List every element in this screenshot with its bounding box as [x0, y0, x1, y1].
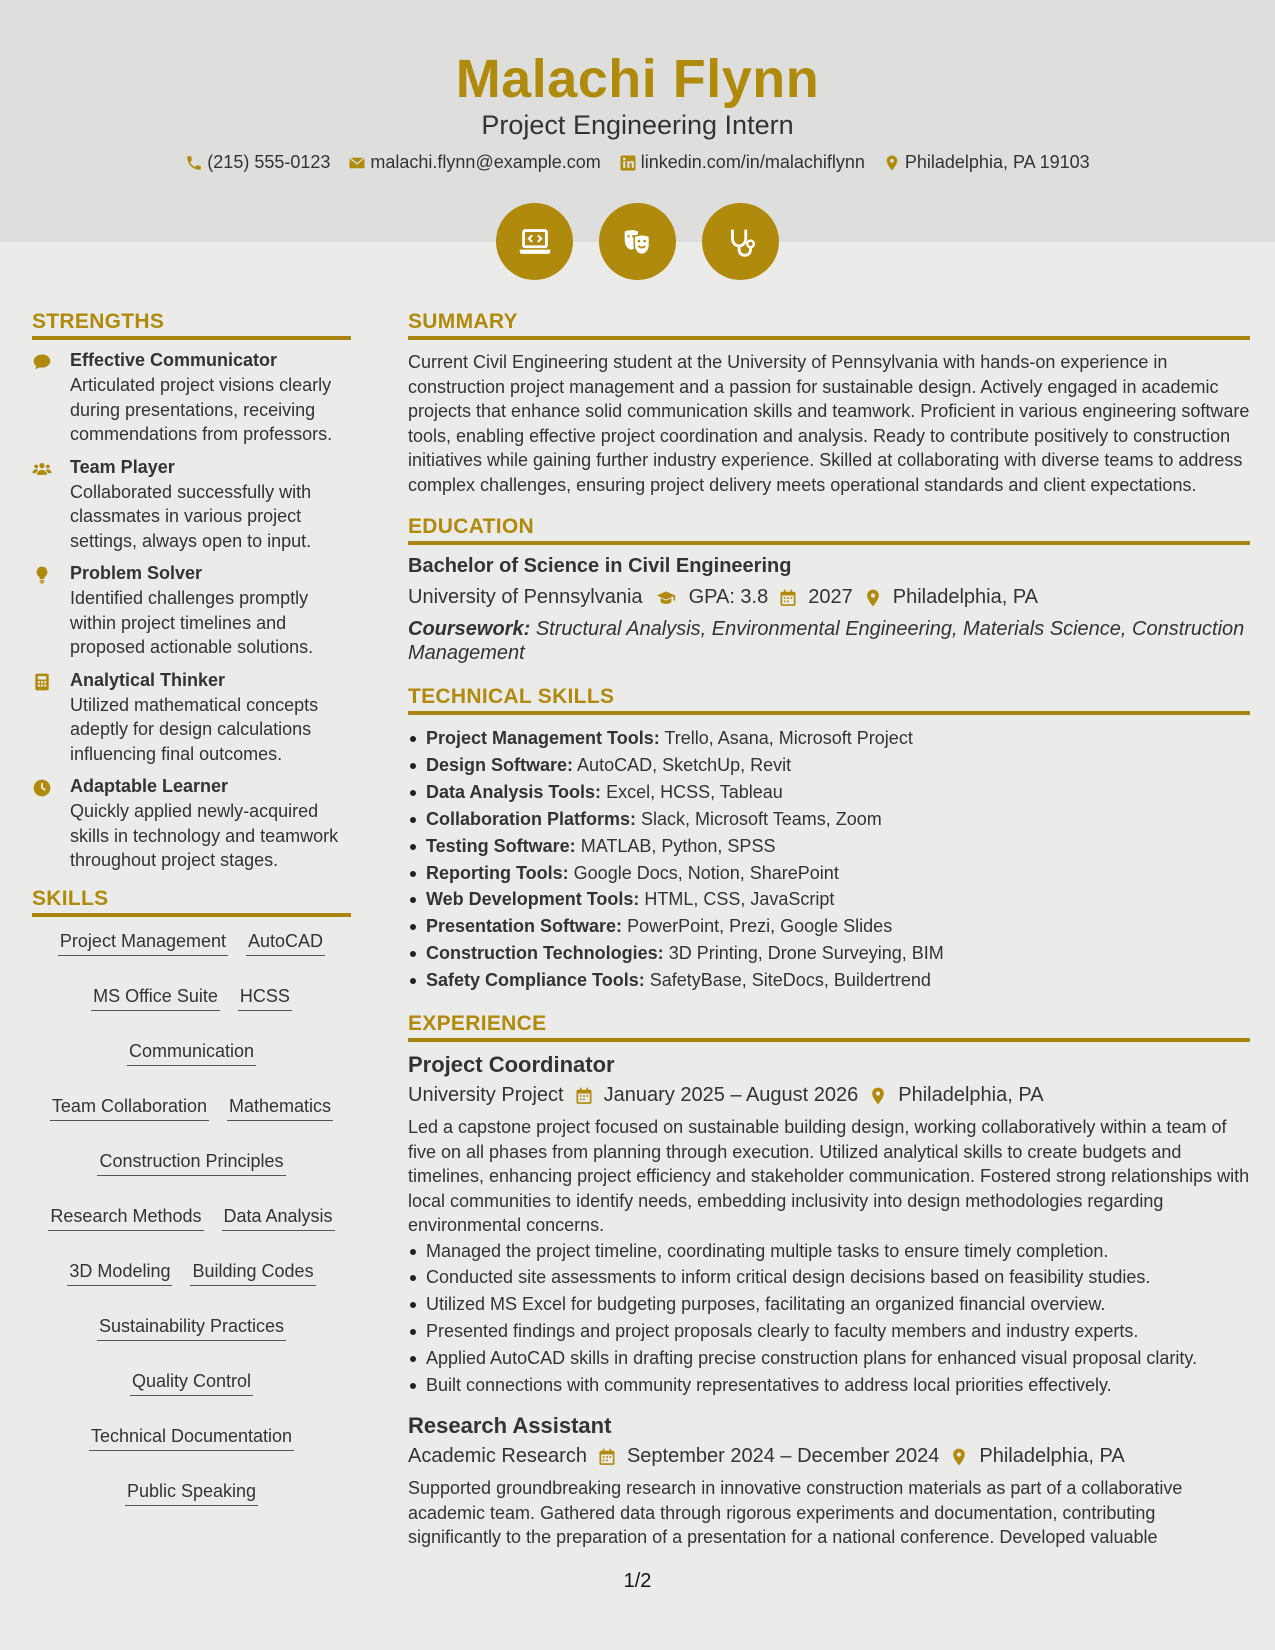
skills-tags: [32, 931, 351, 1506]
calculator-icon: [32, 672, 52, 692]
strength-title: Adaptable Learner: [70, 776, 229, 796]
calendar-icon: [597, 1447, 617, 1467]
job-bullets: [408, 1238, 1250, 1399]
strength-item: [32, 457, 351, 554]
job-org: Academic Research: [408, 1445, 587, 1467]
skill-tag: Public Speaking: [125, 1481, 258, 1506]
job-description: Led a capstone project focused on sustainable building design, working collaboratively within a team of five on all phases from planning through execution. Utilized analytical skills to create budgets and timelines, enhancing project efficiency and stakeholder communication. Fostered strong relationships with local communities to identify needs, embedding inclusivity into design methodologies regarding environmental concerns.: [408, 1117, 1250, 1236]
location-text: Philadelphia, PA 19103: [904, 152, 1090, 172]
job-location: Philadelphia, PA: [898, 1084, 1044, 1107]
summary-text: Current Civil Engineering student at the University of Pennsylvania with hands-on experience in construction project management and a passion for sustainable design. Actively engaged in academic projects that enhance solid communication skills and teamwork. Proficient in various engineering software tools, enabling effective project coordination and analysis. Ready to contribute positively to construction initiatives while gaining further industry experience. Skilled at collaborating with diverse teams to address complex challenges, ensuring project delivery meets operational standards and client expectations.: [408, 352, 1250, 495]
map-pin-icon: [863, 588, 883, 608]
strength-desc: Utilized mathematical concepts adeptly for design calculations influencing final outcomes.: [70, 694, 319, 764]
map-pin-icon: [949, 1447, 969, 1467]
candidate-title: Project Engineering Intern: [481, 110, 794, 140]
map-pin-icon: [883, 154, 901, 172]
contact-linkedin[interactable]: [619, 152, 865, 173]
skill-tag: Communication: [127, 1041, 256, 1066]
strength-desc: Quickly applied newly-acquired skills in technology and teamwork throughout project stages.: [70, 801, 339, 870]
graduation-cap-icon: [653, 588, 679, 608]
list-item: Presentation Software: PowerPoint, Prezi, Google Slides: [408, 913, 1250, 940]
skill-tag: Technical Documentation: [89, 1426, 294, 1451]
school-name: University of Pennsylvania: [408, 586, 643, 608]
skill-tag: Data Analysis: [222, 1206, 335, 1231]
coursework: [408, 617, 1250, 665]
phone-icon: [185, 154, 203, 172]
strength-desc: Articulated project visions clearly during presentations, receiving commendations from professors.: [70, 375, 333, 444]
list-item: Safety Compliance Tools: SafetyBase, SiteDocs, Buildertrend: [408, 967, 1250, 994]
list-item: Web Development Tools: HTML, CSS, JavaScript: [408, 886, 1250, 913]
interest-icons: [0, 203, 1275, 280]
list-item: Presented findings and project proposals clearly to faculty members and industry experts.: [408, 1318, 1250, 1345]
theater-masks-icon: [619, 223, 657, 261]
skill-tag: Team Collaboration: [50, 1096, 209, 1121]
job-location: Philadelphia, PA: [979, 1445, 1125, 1467]
calendar-icon: [778, 588, 798, 608]
skill-tag: HCSS: [238, 986, 292, 1011]
job-org: University Project: [408, 1084, 564, 1107]
speech-bubble-icon: [32, 352, 52, 372]
technical-skills-heading: TECHNICAL SKILLS: [408, 685, 1250, 715]
list-item: Reporting Tools: Google Docs, Notion, SharePoint: [408, 860, 1250, 887]
degree-title: Bachelor of Science in Civil Engineering: [408, 555, 792, 577]
graduation-year: 2027: [808, 586, 853, 608]
strength-title: Analytical Thinker: [70, 669, 226, 690]
job-entry: [408, 1413, 1250, 1550]
job-dates: September 2024 – December 2024: [626, 1445, 940, 1467]
list-item: Managed the project timeline, coordinating multiple tasks to ensure timely completion.: [408, 1238, 1250, 1265]
interest-circle-theater: [599, 203, 676, 280]
strength-desc: Identified challenges promptly within project timelines and proposed actionable solutions.: [70, 588, 314, 657]
laptop-code-icon: [516, 223, 554, 261]
education-heading: EDUCATION: [408, 515, 1250, 545]
envelope-icon: [348, 154, 366, 172]
skill-tag: Mathematics: [227, 1096, 333, 1121]
education-meta: [408, 586, 1250, 609]
list-item: Built connections with community representatives to address local priorities effectively.: [408, 1372, 1250, 1399]
list-item: Collaboration Platforms: Slack, Microsoft Teams, Zoom: [408, 806, 1250, 833]
list-item: Construction Technologies: 3D Printing, Drone Surveying, BIM: [408, 940, 1250, 967]
gpa-text: GPA: 3.8: [688, 586, 769, 608]
job-meta: [408, 1445, 1250, 1468]
contact-email[interactable]: [348, 152, 600, 173]
users-icon: [32, 459, 52, 479]
linkedin-icon: [619, 154, 637, 172]
email-text: malachi.flynn@example.com: [370, 152, 601, 172]
list-item: Testing Software: MATLAB, Python, SPSS: [408, 833, 1250, 860]
list-item: Project Management Tools: Trello, Asana, Microsoft Project: [408, 725, 1250, 752]
job-entry: [408, 1052, 1250, 1399]
skill-tag: 3D Modeling: [67, 1261, 172, 1286]
strength-desc: Collaborated successfully with classmates in various project settings, always open to input.: [70, 481, 312, 551]
coursework-label: Coursework:: [408, 618, 531, 640]
skill-tag: Quality Control: [130, 1371, 253, 1396]
job-dates: January 2025 – August 2026: [603, 1084, 859, 1107]
stethoscope-icon: [722, 223, 760, 261]
job-description: Supported groundbreaking research in innovative construction materials as part of a collaborative academic team. Gathered data through rigorous experiments and documentation, contributing significantly to the preparation of a presentation for a national conference. Developed valuable: [408, 1478, 1183, 1547]
strength-item: [32, 350, 351, 447]
interest-circle-tech: [496, 203, 573, 280]
contact-bar: [0, 152, 1275, 173]
coursework-list: Structural Analysis, Environmental Engineering, Materials Science, Construction Management: [408, 618, 1245, 664]
skill-tag: Research Methods: [48, 1206, 203, 1231]
strength-item: [32, 563, 351, 660]
job-title: Research Assistant: [408, 1413, 612, 1438]
page-number: 1/2: [623, 1570, 652, 1592]
skills-heading: SKILLS: [32, 887, 351, 917]
calendar-icon: [574, 1086, 594, 1106]
contact-phone[interactable]: [185, 152, 330, 173]
strength-item: [32, 670, 351, 767]
skill-tag: MS Office Suite: [91, 986, 220, 1011]
linkedin-text: linkedin.com/in/malachiflynn: [640, 152, 865, 172]
list-item: Conducted site assessments to inform critical design decisions based on feasibility studies.: [408, 1264, 1250, 1291]
strengths-list: [32, 350, 351, 873]
list-item: Data Analysis Tools: Excel, HCSS, Tableau: [408, 779, 1250, 806]
skill-tag: Sustainability Practices: [97, 1316, 286, 1341]
list-item: Utilized MS Excel for budgeting purposes, facilitating an organized financial overview.: [408, 1291, 1250, 1318]
interest-circle-medicine: [702, 203, 779, 280]
skill-tag: Project Management: [58, 931, 228, 956]
job-meta: [408, 1084, 1250, 1107]
right-column: [408, 310, 1250, 1550]
skill-tag: Construction Principles: [97, 1151, 285, 1176]
job-title: Project Coordinator: [408, 1052, 615, 1078]
strength-title: Effective Communicator: [70, 350, 278, 370]
map-pin-icon: [868, 1086, 888, 1106]
technical-skills-list: [408, 725, 1250, 994]
skill-tag: Building Codes: [190, 1261, 315, 1286]
candidate-name: Malachi Flynn: [455, 49, 820, 109]
list-item: Applied AutoCAD skills in drafting precise construction plans for enhanced visual proposal clarity.: [408, 1345, 1250, 1372]
list-item: Design Software: AutoCAD, SketchUp, Revit: [408, 752, 1250, 779]
contact-location: [883, 152, 1090, 173]
strength-title: Problem Solver: [70, 563, 203, 583]
phone-text: (215) 555-0123: [207, 152, 331, 172]
strength-title: Team Player: [70, 456, 175, 477]
strength-item: [32, 776, 351, 873]
experience-heading: EXPERIENCE: [408, 1012, 1250, 1042]
lightbulb-icon: [32, 565, 52, 585]
summary-heading: SUMMARY: [408, 310, 1250, 340]
strengths-heading: STRENGTHS: [32, 310, 351, 340]
clock-icon: [32, 778, 52, 798]
left-column: [32, 310, 351, 1506]
education-location: Philadelphia, PA: [892, 586, 1039, 608]
skill-tag: AutoCAD: [246, 931, 325, 956]
